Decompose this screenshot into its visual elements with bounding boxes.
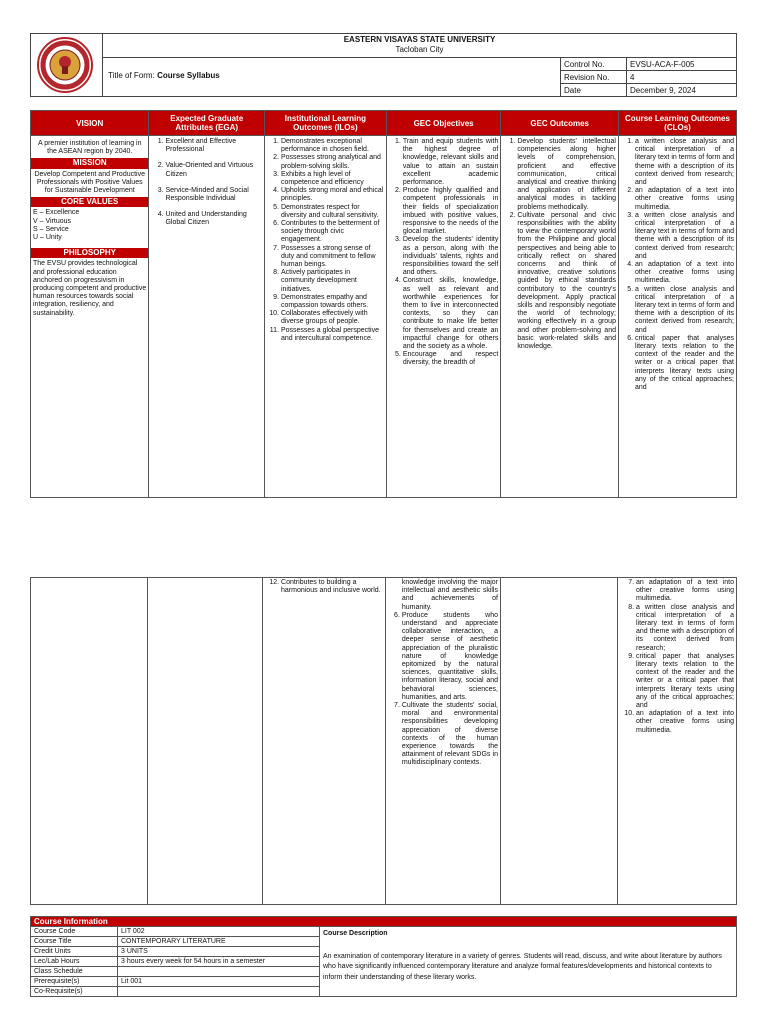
course-information-table	[30, 916, 737, 997]
course-info-key: Prerequisite(s)	[31, 977, 118, 987]
clo-item: 10. an adaptation of a text into other creative forms using multimedia.	[636, 710, 734, 735]
clo-item: 3. a written close analysis and critical interpretation of a literary text in terms of form and theme with a description of its context derived from research; and	[635, 212, 734, 261]
course-description-text: An examination of contemporary literature in a variety of genres. Students will read, discuss, and write about literature by authors who have significantly influenced contemporary literature and analyze formal features/developments and historical contexts to inform their understanding of these literary works.	[323, 952, 722, 981]
core-value: V – Virtuous	[33, 217, 72, 225]
clo-item: 7. an adaptation of a text into other creative forms using multimedia.	[636, 579, 734, 604]
course-info-key: Credit Units	[31, 947, 118, 957]
ega-item: 1. Excellent and Effective Professional	[165, 138, 261, 154]
ilo-list	[267, 138, 384, 343]
gec-outcome-item: 2. Cultivate personal and civic responsibilities with the ability to view the contemporary world from the Philippine and glocal perspectives and being able to critically reflect on shared concerns and think of innovative, creative solutions guided by ethical standards contributory to the country's development. Apply practical skills and responsibly negotiate the world of technology; working effectively in a group and other problem-solving and basic work-related skills and knowledge.	[517, 212, 616, 351]
control-value: 4	[627, 71, 737, 84]
outcomes-header-row	[31, 111, 737, 136]
gec-objective-continued-text: knowledge involving the major intellectual and aesthetic skills and achievements of humanity.	[401, 579, 498, 611]
gec-objective-item: 1. Train and equip students with the highest degree of knowledge, relevant skills and value to attain an sustain excellent academic performance.	[403, 138, 499, 187]
gec-objective-item: 7. Cultivate the students' social, moral and environmental responsibilities developing appreciation of diverse contexts of the human experience towards the attainment of relevant SDGs in multidisciplinary contexts.	[402, 702, 498, 768]
core-value: S – Service	[33, 225, 69, 233]
ilo-item: 9. Demonstrates empathy and compassion towards others.	[281, 294, 384, 310]
clo-item: 2. an adaptation of a text into other creative forms using multimedia.	[635, 187, 734, 212]
gec-objective-item: 6. Produce students who understand and appreciate collaborative interaction, a deeper sense of aesthetic appreciation of the pluralistic nature of knowledge epitomized by the natural sciences, quantitative skills, information literacy, social and behavioral sciences, humanities, and arts.	[402, 612, 498, 702]
ega-item: 2. Value-Oriented and Virtuous Citizen	[165, 162, 261, 178]
ega-cell-continued	[147, 578, 262, 905]
course-info-value: Lit 001	[118, 977, 320, 987]
course-info-title-row	[31, 917, 737, 927]
outcomes-table-continued	[30, 577, 737, 905]
form-title	[108, 71, 220, 80]
course-info-key: Lec/Lab Hours	[31, 957, 118, 967]
clo-item: 8. a written close analysis and critical interpretation of a literary text in terms of form and theme with a description of its context derived from research;	[636, 604, 734, 653]
outcomes-row-continued	[31, 578, 737, 905]
ilo-item: 5. Demonstrates respect for diversity and cultural sensitivity.	[281, 204, 384, 220]
ilo-item: 6. Contributes to the betterment of society through civic engagement.	[281, 220, 384, 245]
gec-outcomes-list	[503, 138, 616, 351]
control-info-table	[560, 57, 737, 97]
ilo-item: 1. Demonstrates exceptional performance in chosen field.	[281, 138, 384, 154]
ilo-item: 12. Contributes to building a harmonious and inclusive world.	[281, 579, 383, 595]
col-gec-outcomes: GEC Outcomes	[501, 111, 619, 136]
gec-objective-item: 5. Encourage and respect diversity, the breadth of	[403, 351, 499, 367]
ilo-item: 2. Possesses strong analytical and problem-solving skills.	[281, 154, 384, 170]
control-row	[561, 84, 737, 97]
form-title-label: Title of Form:	[108, 71, 155, 80]
clo-list-continued	[620, 579, 734, 735]
course-info-value: 3 hours every week for 54 hours in a semester	[118, 957, 320, 967]
core-value: U – Unity	[33, 234, 62, 242]
core-values-label: CORE VALUES	[31, 197, 148, 207]
col-ilo: Institutional Learning Outcomes (ILOs)	[264, 111, 386, 136]
ega-list	[151, 138, 261, 228]
ilo-item: 7. Possesses a strong sense of duty and commitment to fellow human beings.	[281, 245, 384, 270]
philosophy-label: PHILOSOPHY	[31, 248, 148, 258]
course-info-title: Course Information	[31, 917, 737, 927]
course-info-key: Course Code	[31, 927, 118, 937]
col-ega: Expected Graduate Attributes (EGA)	[149, 111, 264, 136]
gec-objective-item: 2. Produce highly qualified and competent professionals in their fields of specialization imbued with positive values, responsive to the needs of the glocal market.	[403, 187, 499, 236]
philosophy-text: The EVSU provides technological and professional education anchored on progressivism in producing competent and productive human resources towards social integration, resiliency, and sustainability.	[33, 260, 147, 317]
control-row	[561, 71, 737, 84]
course-info-row	[31, 927, 737, 937]
vision-cell	[31, 136, 149, 498]
ilo-cell	[264, 136, 386, 498]
control-key: Date	[561, 84, 627, 97]
gec-objective-item: 3. Develop the students' identity as a person, along with the individuals' talents, rights and responsibilities toward the self and others.	[403, 236, 499, 277]
control-row	[561, 58, 737, 71]
col-clo: Course Learning Outcomes (CLOs)	[618, 111, 736, 136]
course-description-label: Course Description	[323, 930, 388, 937]
course-info-key: Course Title	[31, 937, 118, 947]
course-info-value: 3 UNITS	[118, 947, 320, 957]
course-info-value	[118, 967, 320, 977]
ilo-item: 10. Collaborates effectively with diverse groups of people.	[281, 310, 384, 326]
course-description-cell	[320, 927, 737, 997]
gec-objectives-list	[389, 138, 499, 368]
gec-objectives-cell	[386, 136, 501, 498]
clo-list	[621, 138, 734, 392]
col-vision: VISION	[31, 111, 149, 136]
control-key: Control No.	[561, 58, 627, 71]
core-value: E – Excellence	[33, 209, 80, 217]
gec-objectives-list-continued	[388, 612, 498, 768]
clo-item: 9. critical paper that analyses literary texts relation to the context of the reader and the writer or a critical paper that interprets literary texts using any of the critical approaches; and	[636, 653, 734, 710]
ilo-item: 4. Upholds strong moral and ethical principles.	[281, 187, 384, 203]
university-seal-logo	[34, 36, 96, 94]
clo-cell	[618, 136, 736, 498]
gec-outcomes-cell	[501, 136, 619, 498]
vision-text: A premier institution of learning in the ASEAN region by 2040.	[37, 140, 142, 156]
vision-cell-continued	[31, 578, 148, 905]
course-info-value	[118, 987, 320, 997]
gec-outcome-item: 1. Develop students' intellectual competencies along higher levels of comprehension, proficient and effective communication, critical analytical and creative thinking and application of different analytical modes in tackling problems methodically.	[517, 138, 616, 212]
gec-objectives-cell-continued	[385, 578, 500, 905]
ilo-list-continued	[265, 579, 383, 595]
ilo-cell-continued	[263, 578, 386, 905]
gec-objective-item: 4. Construct skills, knowledge, as well as relevant and worthwhile experiences for them to live in interconnected contexts, so they can contribute to make life better for themselves and create an impactful change for others and the society as a whole.	[403, 277, 499, 351]
clo-cell-continued	[617, 578, 736, 905]
col-gec-objectives: GEC Objectives	[386, 111, 501, 136]
mission-text: Develop Competent and Productive Professionals with Positive Values for Sustainable Development	[34, 170, 145, 195]
clo-item: 4. an adaptation of a text into other creative forms using multimedia.	[635, 261, 734, 286]
outcomes-table	[30, 110, 737, 498]
clo-item: 6. critical paper that analyses literary texts relation to the context of the reader and the writer or a critical paper that interprets literary texts using any of the critical approaches; and	[635, 335, 734, 392]
course-info-key: Co-Requisite(s)	[31, 987, 118, 997]
university-city: Tacloban City	[395, 45, 444, 54]
control-value: EVSU-ACA-F-005	[627, 58, 737, 71]
clo-item: 1. a written close analysis and critical interpretation of a literary text in terms of form and theme with a description of its context derived from research; and	[635, 138, 734, 187]
mission-label: MISSION	[31, 158, 148, 168]
course-info-value: LIT 002	[118, 927, 320, 937]
outcomes-row	[31, 136, 737, 498]
university-name: EASTERN VISAYAS STATE UNIVERSITY	[343, 35, 496, 44]
form-title-value: Course Syllabus	[157, 71, 220, 80]
ega-item: 3. Service-Minded and Social Responsible Individual	[165, 187, 261, 203]
ega-item: 4. United and Understanding Global Citizen	[165, 211, 261, 227]
ilo-item: 11. Possesses a global perspective and intercultural competence.	[281, 327, 384, 343]
clo-item: 5. a written close analysis and critical interpretation of a literary text in terms of form and theme with a description of its context derived from research; and	[635, 286, 734, 335]
course-info-value: CONTEMPORARY LITERATURE	[118, 937, 320, 947]
course-info-key: Class Schedule	[31, 967, 118, 977]
ilo-item: 8. Actively participates in community development initiatives.	[281, 269, 384, 294]
ilo-item: 3. Exhibits a high level of competence and efficiency	[281, 171, 384, 187]
ega-cell	[149, 136, 264, 498]
control-key: Revision No.	[561, 71, 627, 84]
control-value: December 9, 2024	[627, 84, 737, 97]
gec-outcomes-cell-continued	[501, 578, 618, 905]
